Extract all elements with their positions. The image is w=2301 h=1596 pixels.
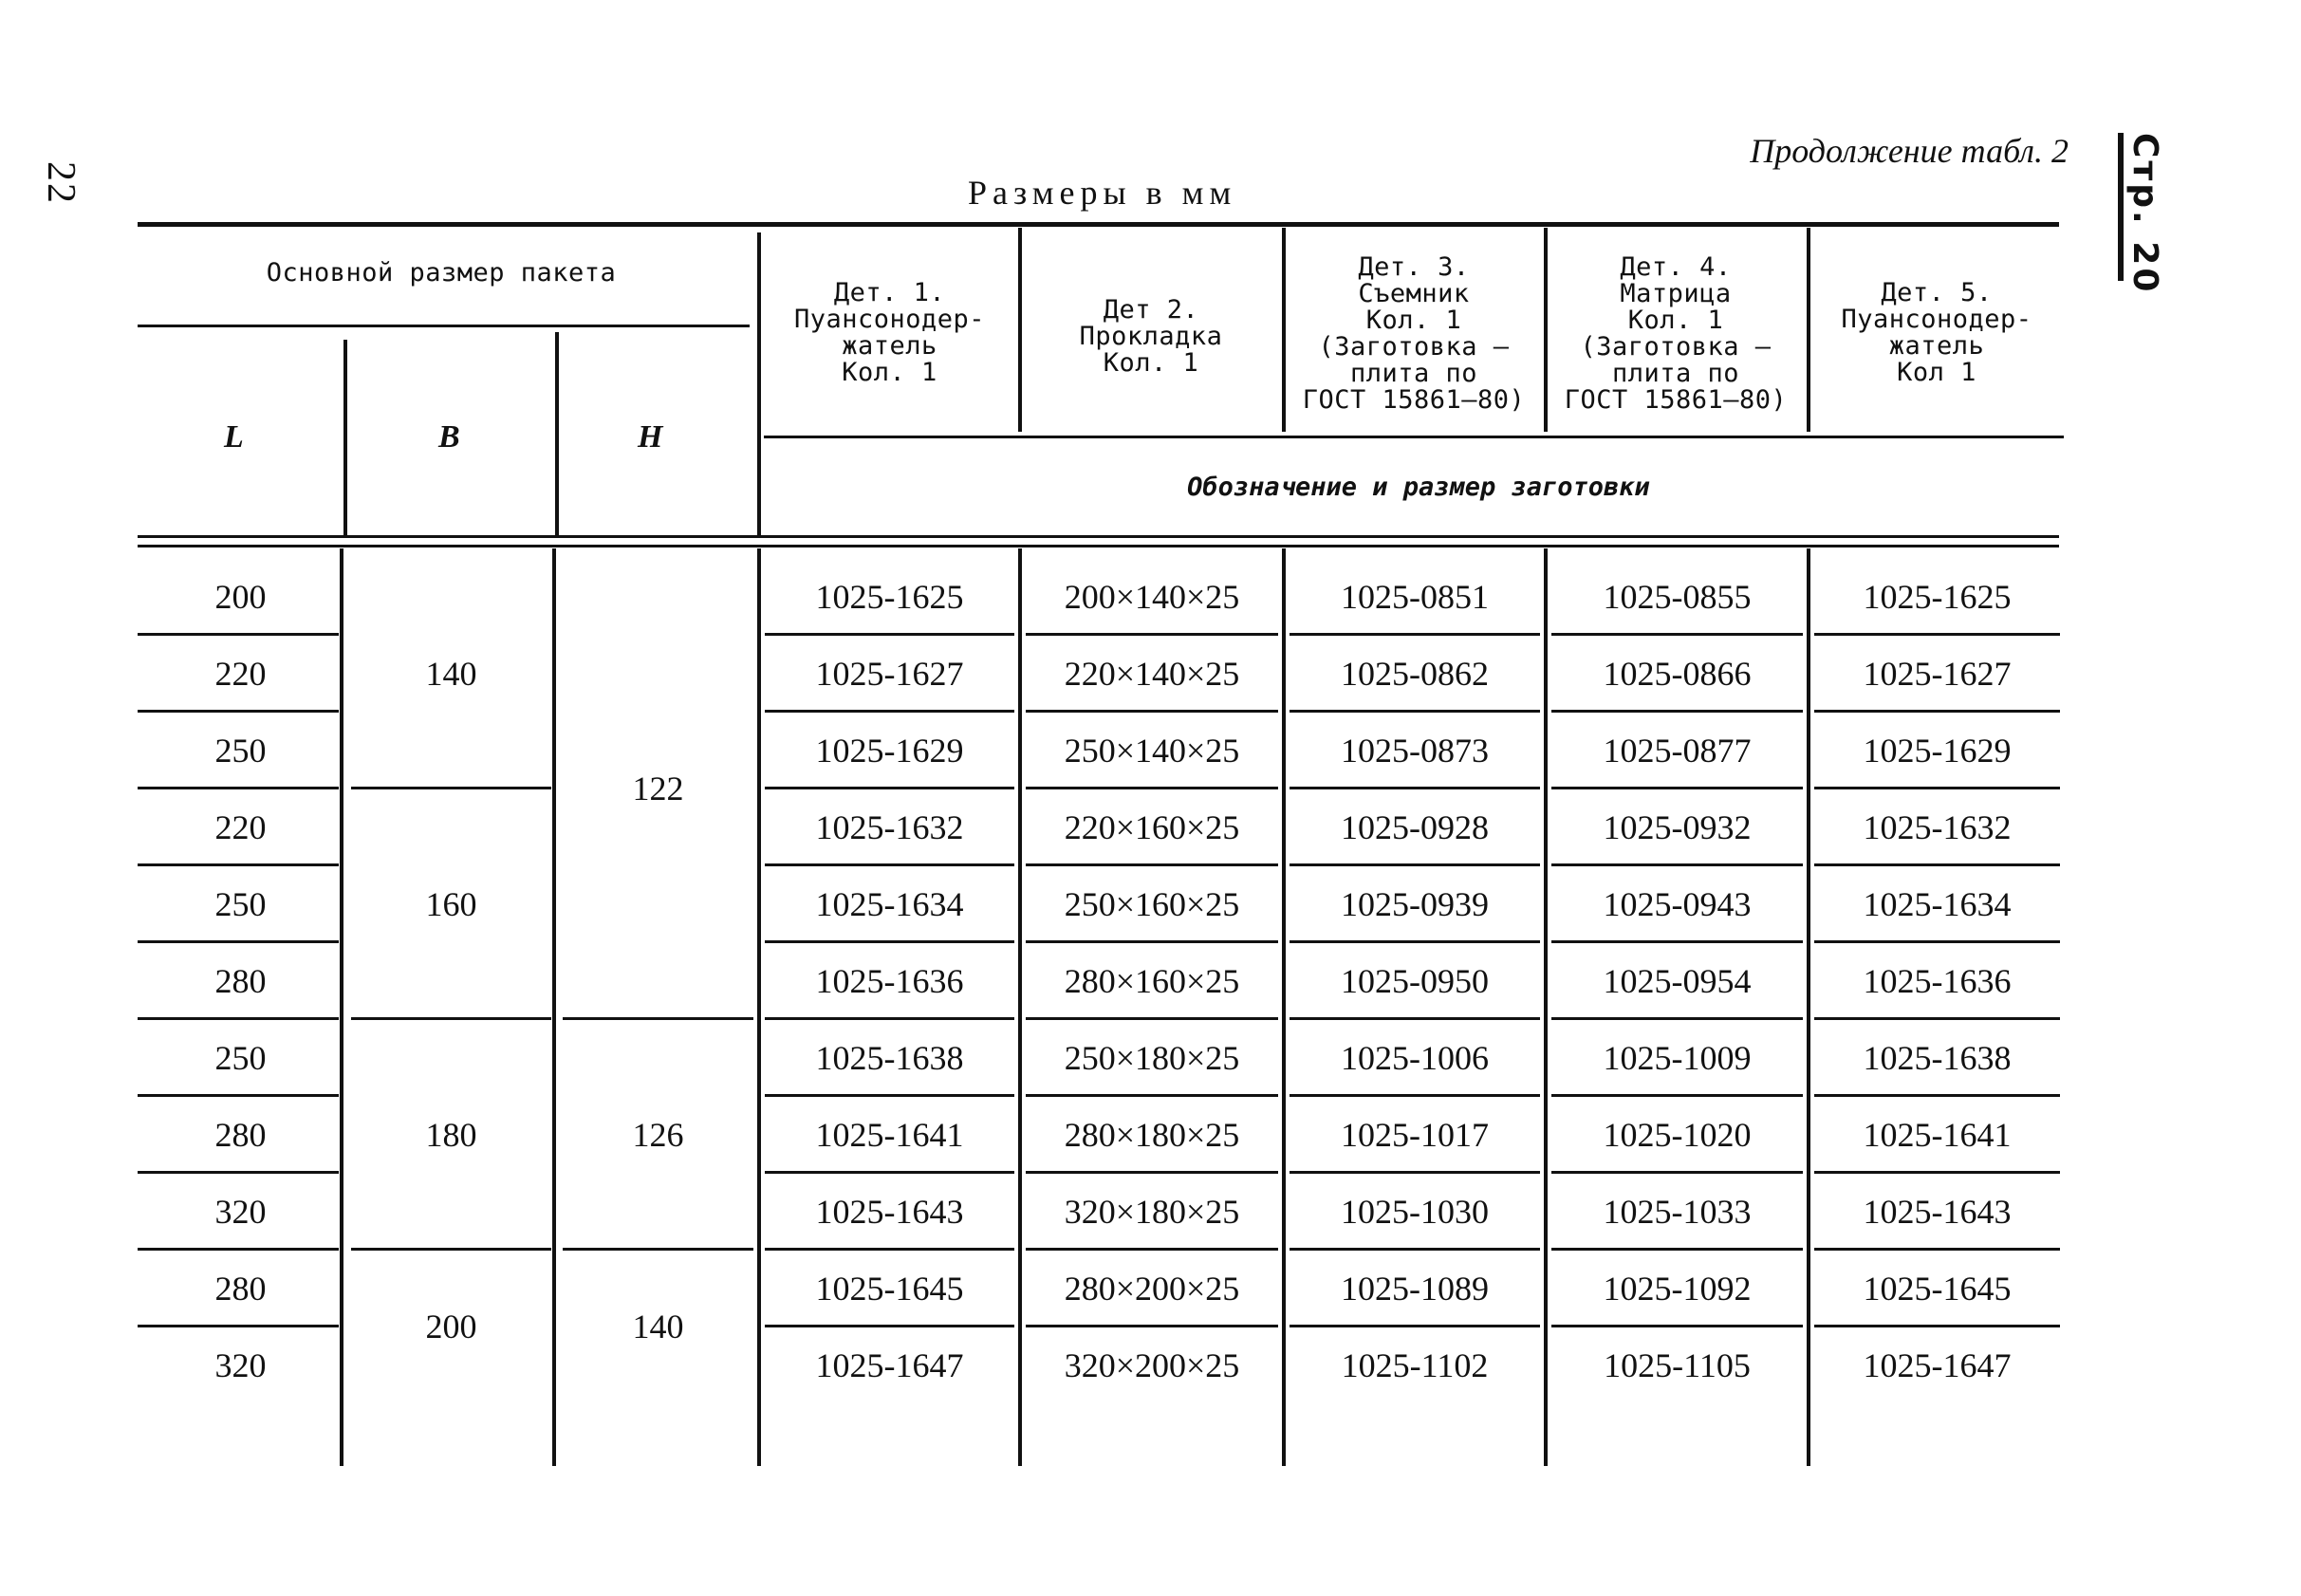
row-det2-value: 280×160×25: [1064, 961, 1240, 1000]
row-det1-value: 1025-1625: [815, 577, 964, 616]
row-rule-det3: [1290, 710, 1540, 713]
row-det5-value: 1025-1638: [1863, 1038, 2012, 1077]
row-det2-value: 320×200×25: [1064, 1345, 1240, 1384]
row-det1-value: 1025-1632: [815, 807, 964, 846]
row-rule-det1: [765, 1171, 1014, 1174]
row-rule-det4: [1551, 633, 1803, 636]
row-rule-det3: [1290, 1248, 1540, 1251]
row-det2-value: 280×200×25: [1064, 1269, 1240, 1308]
row-rule-det3: [1290, 1171, 1540, 1174]
row-rule-det3: [1290, 940, 1540, 943]
row-det2-value: 250×160×25: [1064, 884, 1240, 923]
row-det5-value: 1025-1629: [1863, 731, 2012, 770]
header-col-H: H: [638, 419, 663, 455]
row-rule-L: [138, 1171, 339, 1174]
row-rule-det1: [765, 1017, 1014, 1020]
row-rule-det2: [1026, 787, 1278, 789]
row-L-value: 280: [214, 1115, 267, 1154]
row-det5-value: 1025-1645: [1863, 1269, 2012, 1308]
row-rule-det5: [1814, 1094, 2060, 1097]
row-rule-det4: [1551, 863, 1803, 866]
header-divider-H-det1: [757, 232, 761, 535]
row-det3-value: 1025-1102: [1341, 1345, 1489, 1384]
row-det1-value: 1025-1636: [815, 961, 964, 1000]
row-rule-det4: [1551, 787, 1803, 789]
row-det5-value: 1025-1641: [1863, 1115, 2012, 1154]
group-rule-H: [563, 1017, 753, 1020]
row-rule-L: [138, 1325, 339, 1327]
row-rule-det5: [1814, 863, 2060, 866]
header-designation-and-blank-size: Обозначение и размер заготовки: [1187, 473, 1650, 502]
row-L-value: 320: [214, 1345, 267, 1384]
row-rule-det2: [1026, 1017, 1278, 1020]
row-rule-det1: [765, 633, 1014, 636]
row-det4-value: 1025-1020: [1603, 1115, 1752, 1154]
side-label-rule: [2118, 133, 2124, 281]
row-L-value: 220: [214, 654, 267, 693]
row-det1-value: 1025-1641: [815, 1115, 964, 1154]
row-rule-L: [138, 1094, 339, 1097]
row-rule-det1: [765, 1248, 1014, 1251]
row-rule-det2: [1026, 1094, 1278, 1097]
row-det4-value: 1025-1033: [1603, 1192, 1752, 1231]
row-det5-value: 1025-1634: [1863, 884, 2012, 923]
row-det1-value: 1025-1647: [815, 1345, 964, 1384]
row-det3-value: 1025-0950: [1341, 961, 1489, 1000]
group-B-value: 200: [425, 1308, 477, 1345]
header-divider-det1-det2: [1018, 228, 1022, 432]
header-bottom-rule-2: [138, 545, 2059, 547]
group-B-value: 180: [425, 1115, 477, 1154]
row-det4-value: 1025-0866: [1603, 654, 1752, 693]
row-rule-det1: [765, 863, 1014, 866]
row-rule-det5: [1814, 940, 2060, 943]
row-det3-value: 1025-1089: [1341, 1269, 1489, 1308]
header-divider-det4-det5: [1807, 228, 1810, 432]
row-rule-L: [138, 633, 339, 636]
row-det2-value: 220×160×25: [1064, 807, 1240, 846]
header-col-B: B: [438, 419, 460, 455]
group-rule-H: [563, 1248, 753, 1251]
row-det3-value: 1025-0928: [1341, 807, 1489, 846]
header-divider-L-B: [343, 340, 347, 535]
row-det2-value: 320×180×25: [1064, 1192, 1240, 1231]
row-rule-L: [138, 940, 339, 943]
row-det3-value: 1025-1017: [1341, 1115, 1489, 1154]
group-rule-B: [351, 1248, 551, 1251]
row-det5-value: 1025-1627: [1863, 654, 2012, 693]
row-det4-value: 1025-1092: [1603, 1269, 1752, 1308]
row-det5-value: 1025-1636: [1863, 961, 2012, 1000]
group-rule-B: [351, 787, 551, 789]
row-rule-det3: [1290, 863, 1540, 866]
group-header-rule: [138, 325, 750, 327]
row-rule-det1: [765, 710, 1014, 713]
row-rule-det5: [1814, 1017, 2060, 1020]
row-L-value: 320: [214, 1192, 267, 1231]
row-rule-det4: [1551, 1094, 1803, 1097]
group-H-value: 140: [632, 1308, 684, 1345]
group-rule-B: [351, 1017, 551, 1020]
row-det1-value: 1025-1634: [815, 884, 964, 923]
row-L-value: 250: [214, 731, 267, 770]
header-det5: Дет. 5. Пуансонодер- жатель Кол 1: [1841, 278, 2032, 387]
table-continuation-caption: Продолжение табл. 2: [1750, 132, 2069, 170]
header-det3: Дет. 3. Съемник Кол. 1 (Заготовка — плита по ГОСТ 15861—80): [1302, 252, 1526, 415]
row-rule-L: [138, 1017, 339, 1020]
row-det4-value: 1025-0943: [1603, 884, 1752, 923]
row-rule-L: [138, 1248, 339, 1251]
row-det1-value: 1025-1629: [815, 731, 964, 770]
side-page-label: Стр. 20: [2125, 133, 2164, 295]
row-rule-det4: [1551, 710, 1803, 713]
row-rule-det2: [1026, 1171, 1278, 1174]
row-rule-det1: [765, 1094, 1014, 1097]
row-L-value: 250: [214, 1038, 267, 1077]
row-det3-value: 1025-1006: [1341, 1038, 1489, 1077]
row-L-value: 250: [214, 884, 267, 923]
row-rule-det3: [1290, 1017, 1540, 1020]
row-rule-det3: [1290, 633, 1540, 636]
header-bottom-rule-1: [138, 535, 2059, 538]
row-det3-value: 1025-0939: [1341, 884, 1489, 923]
group-B-value: 140: [425, 654, 477, 693]
row-det4-value: 1025-1009: [1603, 1038, 1752, 1077]
row-L-value: 200: [214, 577, 267, 616]
row-det2-value: 280×180×25: [1064, 1115, 1240, 1154]
designation-header-rule: [764, 436, 2064, 438]
row-rule-det3: [1290, 1325, 1540, 1327]
row-det2-value: 220×140×25: [1064, 654, 1240, 693]
row-rule-det4: [1551, 1325, 1803, 1327]
row-det2-value: 250×140×25: [1064, 731, 1240, 770]
row-det3-value: 1025-0862: [1341, 654, 1489, 693]
row-rule-det5: [1814, 787, 2060, 789]
row-det1-value: 1025-1638: [815, 1038, 964, 1077]
table-top-rule: [138, 222, 2059, 227]
row-rule-det4: [1551, 1171, 1803, 1174]
row-rule-det5: [1814, 1325, 2060, 1327]
row-rule-L: [138, 787, 339, 789]
row-rule-det4: [1551, 940, 1803, 943]
header-det4: Дет. 4. Матрица Кол. 1 (Заготовка — плита по ГОСТ 15861—80): [1564, 252, 1788, 415]
row-rule-L: [138, 863, 339, 866]
row-rule-det2: [1026, 940, 1278, 943]
table-title: Размеры в мм: [968, 174, 1237, 212]
group-B-value: 160: [425, 884, 477, 923]
row-rule-det2: [1026, 1248, 1278, 1251]
group-H-value: 122: [632, 770, 684, 807]
page-number: 22: [39, 161, 83, 205]
header-det1: Дет. 1. Пуансонодер- жатель Кол. 1: [793, 278, 986, 387]
row-rule-det5: [1814, 633, 2060, 636]
row-det1-value: 1025-1643: [815, 1192, 964, 1231]
row-rule-det2: [1026, 710, 1278, 713]
header-basic-package-size: Основной размер пакета: [266, 258, 617, 288]
header-divider-det2-det3: [1282, 228, 1286, 432]
row-rule-det5: [1814, 1248, 2060, 1251]
row-L-value: 220: [214, 807, 267, 846]
header-divider-det3-det4: [1544, 228, 1548, 432]
row-det2-value: 200×140×25: [1064, 577, 1240, 616]
row-rule-det2: [1026, 863, 1278, 866]
row-L-value: 280: [214, 961, 267, 1000]
row-det3-value: 1025-1030: [1341, 1192, 1489, 1231]
group-H-value: 126: [632, 1115, 684, 1154]
row-det3-value: 1025-0851: [1341, 577, 1489, 616]
row-rule-det2: [1026, 1325, 1278, 1327]
row-rule-det5: [1814, 1171, 2060, 1174]
row-det5-value: 1025-1647: [1863, 1345, 2012, 1384]
header-col-L: L: [224, 419, 244, 455]
row-rule-det3: [1290, 787, 1540, 789]
row-rule-det1: [765, 940, 1014, 943]
row-det4-value: 1025-0877: [1603, 731, 1752, 770]
row-det5-value: 1025-1625: [1863, 577, 2012, 616]
row-rule-det1: [765, 787, 1014, 789]
row-det1-value: 1025-1627: [815, 654, 964, 693]
row-det3-value: 1025-0873: [1341, 731, 1489, 770]
row-rule-det4: [1551, 1017, 1803, 1020]
row-det5-value: 1025-1643: [1863, 1192, 2012, 1231]
row-det4-value: 1025-0855: [1603, 577, 1752, 616]
row-rule-det5: [1814, 710, 2060, 713]
row-rule-det4: [1551, 1248, 1803, 1251]
row-det4-value: 1025-0932: [1603, 807, 1752, 846]
row-rule-det3: [1290, 1094, 1540, 1097]
row-det1-value: 1025-1645: [815, 1269, 964, 1308]
row-det4-value: 1025-0954: [1603, 961, 1752, 1000]
row-det5-value: 1025-1632: [1863, 807, 2012, 846]
row-det4-value: 1025-1105: [1604, 1345, 1751, 1384]
row-L-value: 280: [214, 1269, 267, 1308]
header-det2: Дет 2. Прокладка Кол. 1: [1079, 295, 1223, 378]
row-rule-det2: [1026, 633, 1278, 636]
row-rule-L: [138, 710, 339, 713]
header-divider-B-H: [555, 332, 559, 535]
row-det2-value: 250×180×25: [1064, 1038, 1240, 1077]
row-rule-det1: [765, 1325, 1014, 1327]
